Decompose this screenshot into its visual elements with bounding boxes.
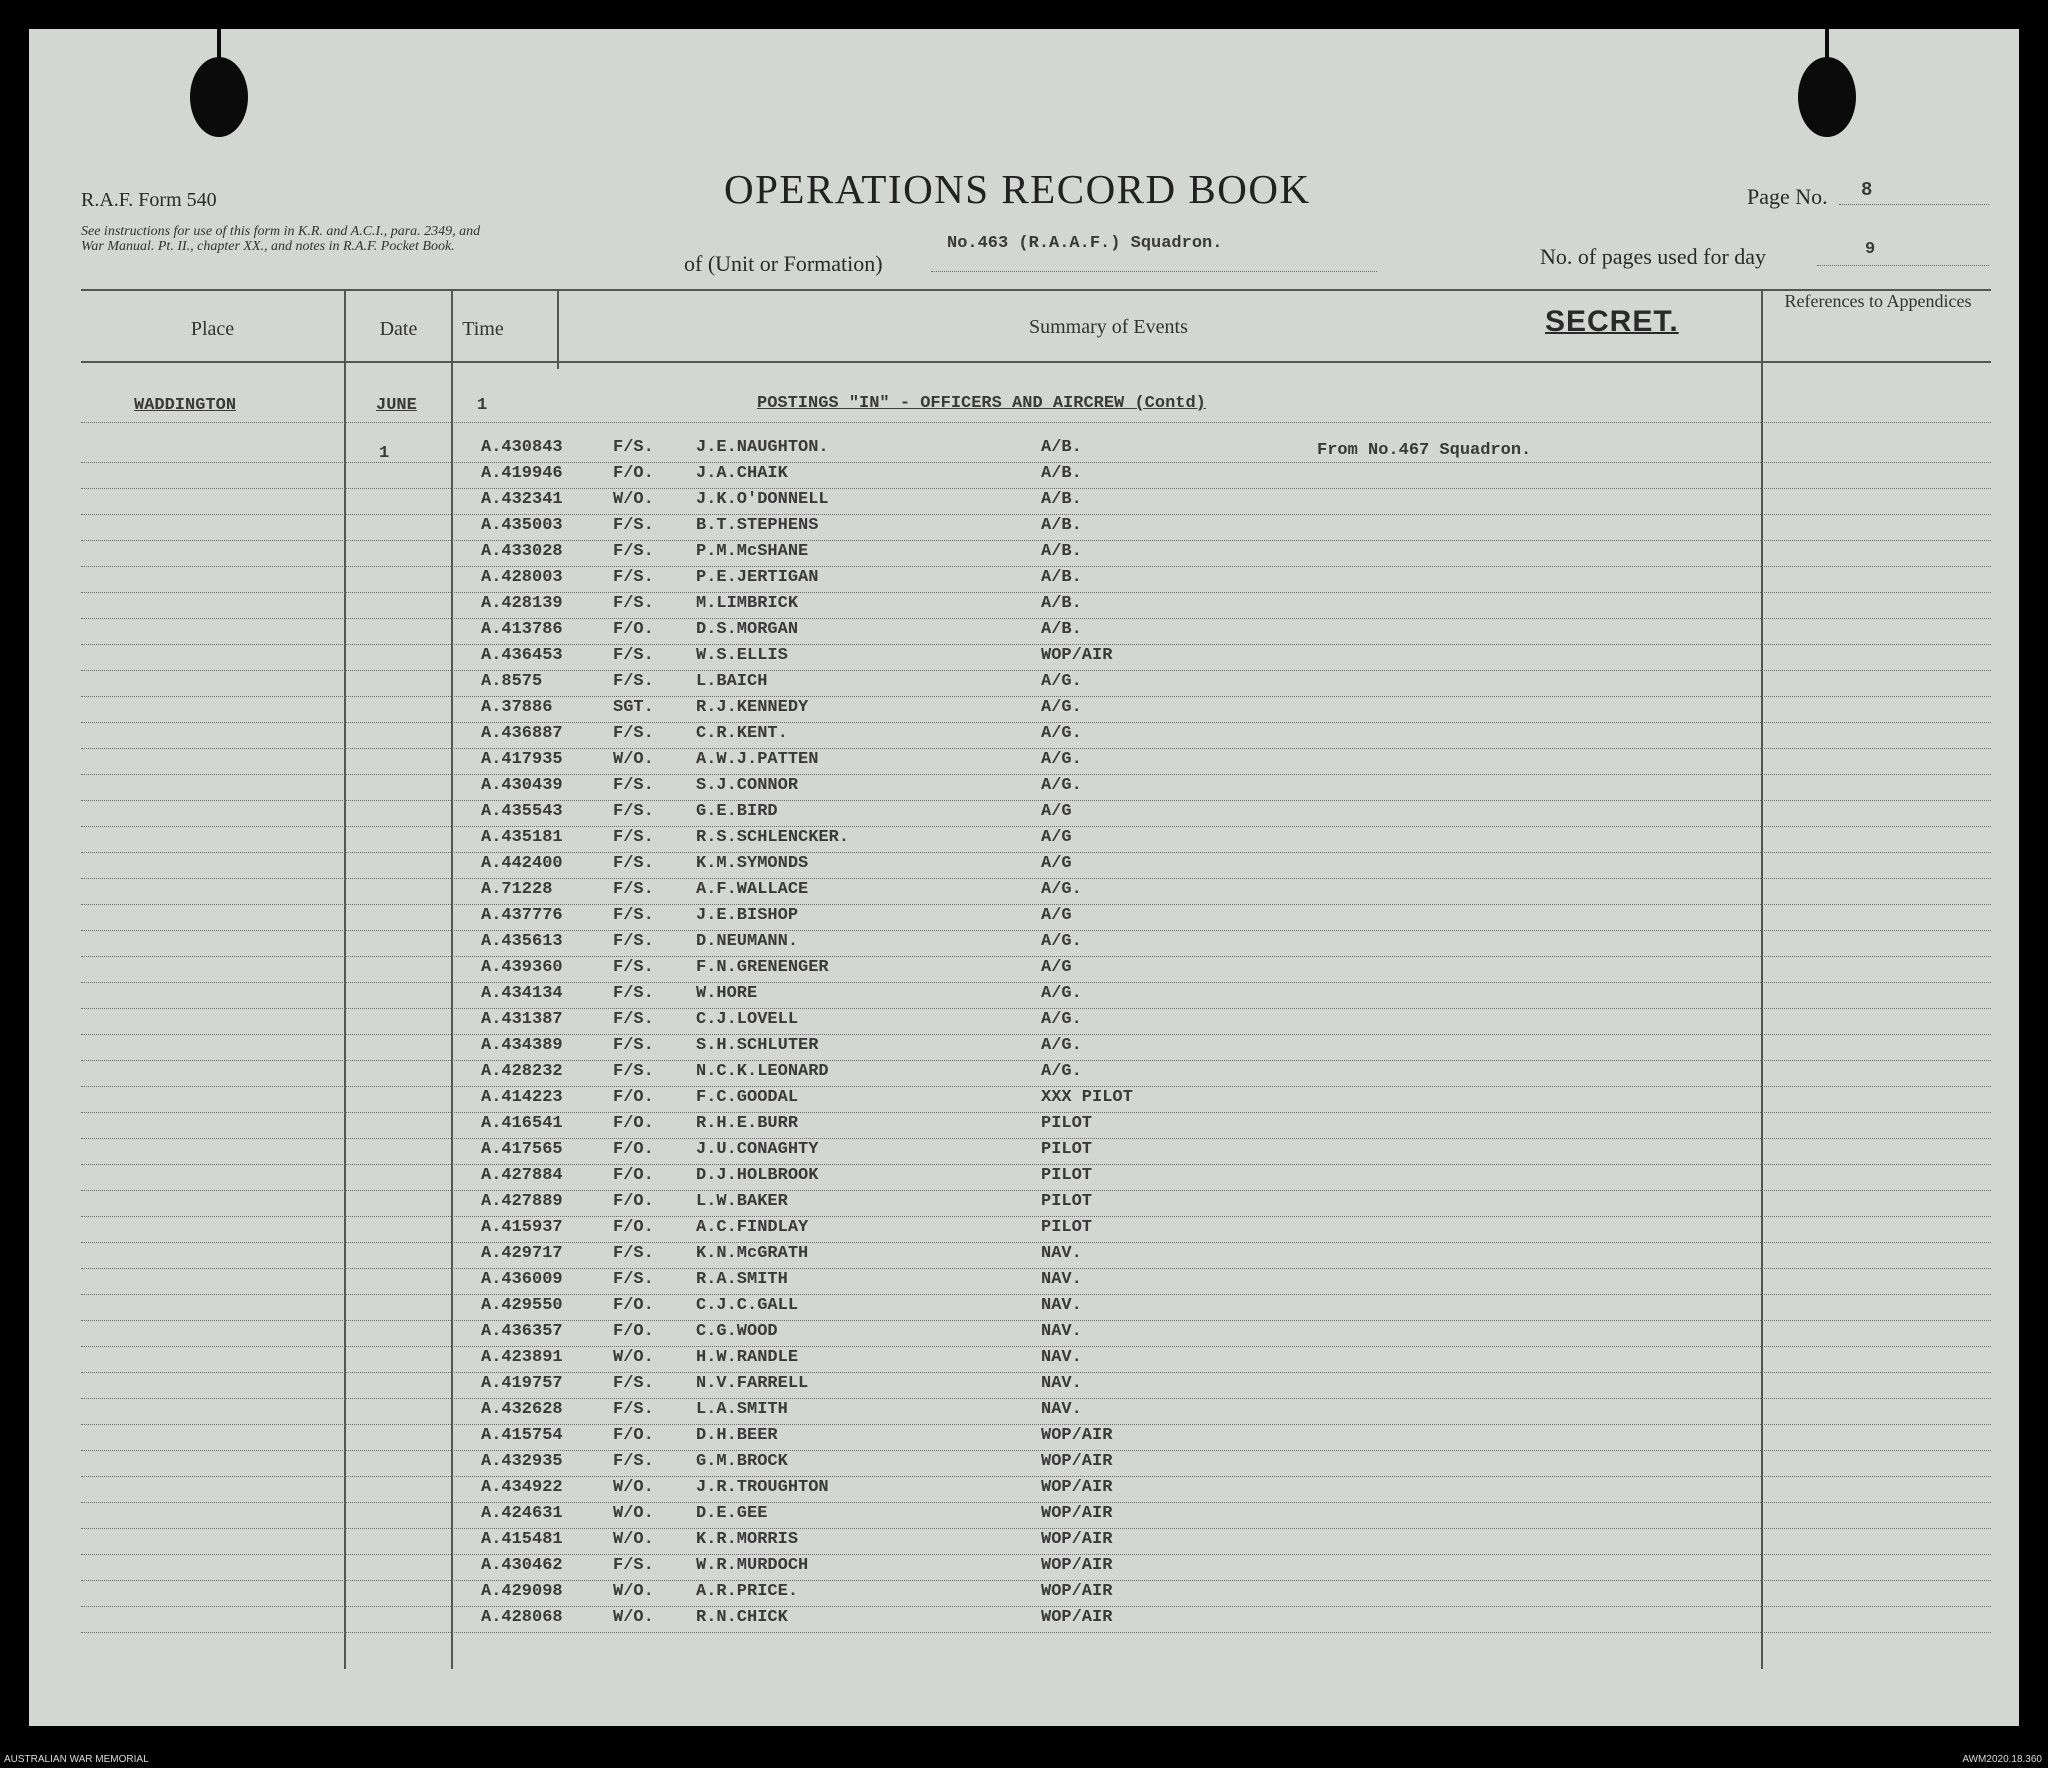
list-item: [29, 1295, 1991, 1321]
aircrew-role: A/B.: [1041, 594, 1082, 613]
aircrew-role: A/G.: [1041, 750, 1082, 769]
rank: F/O.: [613, 1166, 654, 1185]
aircrew-role: WOP/AIR: [1041, 1452, 1113, 1471]
list-item: [29, 879, 1991, 905]
list-item: [29, 1243, 1991, 1269]
service-number: A.415937: [481, 1218, 563, 1237]
person-name: B.T.STEPHENS: [696, 516, 819, 535]
rank: F/S.: [613, 542, 654, 561]
service-number: A.435181: [481, 828, 563, 847]
rank: W/O.: [613, 1478, 654, 1497]
rank: F/S.: [613, 1010, 654, 1029]
list-item: [29, 983, 1991, 1009]
classification-stamp: SECRET.: [1545, 305, 1679, 338]
service-number: A.428068: [481, 1608, 563, 1627]
rank: W/O.: [613, 1530, 654, 1549]
person-name: L.BAICH: [696, 672, 768, 691]
service-number: A.424631: [481, 1504, 563, 1523]
person-name: R.H.E.BURR: [696, 1114, 799, 1133]
aircrew-role: NAV.: [1041, 1348, 1082, 1367]
person-name: K.M.SYMONDS: [696, 854, 809, 873]
aircrew-role: A/G.: [1041, 984, 1082, 1003]
service-number: A.430439: [481, 776, 563, 795]
aircrew-role: NAV.: [1041, 1374, 1082, 1393]
aircrew-role: PILOT: [1041, 1166, 1093, 1185]
month-value: JUNE: [376, 396, 417, 415]
footer-credit: AUSTRALIAN WAR MEMORIAL: [4, 1754, 149, 1765]
aircrew-role: NAV.: [1041, 1322, 1082, 1341]
list-item: [29, 1477, 1991, 1503]
unit-label: of (Unit or Formation): [684, 251, 883, 276]
service-number: A.413786: [481, 620, 563, 639]
day-mark: 1: [477, 396, 488, 415]
list-item: [29, 1139, 1991, 1165]
aircrew-role: WOP/AIR: [1041, 1582, 1113, 1601]
list-item: [29, 463, 1991, 489]
service-number: A.427884: [481, 1166, 563, 1185]
rank: F/S.: [613, 854, 654, 873]
rank: F/S.: [613, 594, 654, 613]
person-name: A.C.FINDLAY: [696, 1218, 809, 1237]
rank: F/S.: [613, 1244, 654, 1263]
aircrew-role: XXX PILOT: [1041, 1088, 1133, 1107]
aircrew-role: A/G.: [1041, 1062, 1082, 1081]
person-name: D.S.MORGAN: [696, 620, 799, 639]
list-item: [29, 671, 1991, 697]
service-number: A.416541: [481, 1114, 563, 1133]
rank: F/S.: [613, 932, 654, 951]
day-value: 1: [379, 444, 390, 463]
column-header-time: Time: [462, 318, 504, 340]
aircrew-role: A/G: [1041, 802, 1072, 821]
person-name: W.S.ELLIS: [696, 646, 788, 665]
service-number: A.415481: [481, 1530, 563, 1549]
page-number-value: 8: [1861, 179, 1873, 201]
person-name: N.C.K.LEONARD: [696, 1062, 829, 1081]
service-number: A.432628: [481, 1400, 563, 1419]
service-number: A.436887: [481, 724, 563, 743]
list-item: [29, 957, 1991, 983]
person-name: A.F.WALLACE: [696, 880, 809, 899]
rank: F/O.: [613, 1114, 654, 1133]
rank: F/S.: [613, 1400, 654, 1419]
rank: F/O.: [613, 1296, 654, 1315]
column-header-date: Date: [379, 318, 418, 340]
person-name: L.W.BAKER: [696, 1192, 788, 1211]
list-item: [29, 593, 1991, 619]
rank: F/S.: [613, 906, 654, 925]
service-number: A.423891: [481, 1348, 563, 1367]
rank: F/S.: [613, 1374, 654, 1393]
rank: W/O.: [613, 1504, 654, 1523]
rank: F/O.: [613, 1426, 654, 1445]
list-item: [29, 1451, 1991, 1477]
rank: F/S.: [613, 516, 654, 535]
service-number: A.414223: [481, 1088, 563, 1107]
person-name: H.W.RANDLE: [696, 1348, 799, 1367]
aircrew-role: PILOT: [1041, 1140, 1093, 1159]
form-instructions: See instructions for use of this form in K.R. and A.C.I., para. 2349, and War Manual. Pt. II., chapter XX., and notes in R.A.F. Pocket Book.: [81, 224, 481, 254]
unit-value: No.463 (R.A.A.F.) Squadron.: [947, 234, 1223, 253]
rank: F/S.: [613, 568, 654, 587]
rank: F/S.: [613, 1036, 654, 1055]
service-number: A.435543: [481, 802, 563, 821]
service-number: A.435613: [481, 932, 563, 951]
rank: F/O.: [613, 1322, 654, 1341]
service-number: A.8575: [481, 672, 543, 691]
list-item: [29, 1035, 1991, 1061]
aircrew-role: A/G.: [1041, 724, 1082, 743]
service-number: A.435003: [481, 516, 563, 535]
column-header-references: References to Appendices: [1784, 291, 1972, 311]
aircrew-role: A/G: [1041, 906, 1072, 925]
list-item: [29, 1113, 1991, 1139]
person-name: R.S.SCHLENCKER.: [696, 828, 850, 847]
list-item: [29, 437, 1991, 463]
person-name: R.A.SMITH: [696, 1270, 788, 1289]
rank: F/S.: [613, 646, 654, 665]
service-number: A.430843: [481, 438, 563, 457]
rank: F/S.: [613, 802, 654, 821]
service-number: A.436009: [481, 1270, 563, 1289]
list-item: [29, 1009, 1991, 1035]
service-number: A.436357: [481, 1322, 563, 1341]
person-name: F.C.GOODAL: [696, 1088, 799, 1107]
aircrew-role: PILOT: [1041, 1192, 1093, 1211]
rank: F/O.: [613, 1140, 654, 1159]
rank: F/S.: [613, 1556, 654, 1575]
aircrew-role: A/B.: [1041, 516, 1082, 535]
rank: F/S.: [613, 880, 654, 899]
person-name: A.W.J.PATTEN: [696, 750, 819, 769]
aircrew-role: A/G.: [1041, 1036, 1082, 1055]
person-name: N.V.FARRELL: [696, 1374, 809, 1393]
list-item: [29, 541, 1991, 567]
person-name: C.G.WOOD: [696, 1322, 778, 1341]
rank: W/O.: [613, 750, 654, 769]
place-value: WADDINGTON: [134, 396, 237, 415]
aircrew-role: A/B.: [1041, 542, 1082, 561]
aircrew-role: A/G.: [1041, 932, 1082, 951]
person-name: D.NEUMANN.: [696, 932, 799, 951]
aircrew-role: NAV.: [1041, 1270, 1082, 1289]
service-number: A.415754: [481, 1426, 563, 1445]
aircrew-role: WOP/AIR: [1041, 646, 1113, 665]
service-number: A.431387: [481, 1010, 563, 1029]
service-number: A.433028: [481, 542, 563, 561]
person-name: K.N.McGRATH: [696, 1244, 809, 1263]
list-item: [29, 645, 1991, 671]
service-number: A.430462: [481, 1556, 563, 1575]
service-number: A.37886: [481, 698, 553, 717]
transfer-remark: From No.467 Squadron.: [1317, 441, 1532, 460]
list-item: [29, 1529, 1991, 1555]
list-item: [29, 1425, 1991, 1451]
aircrew-role: A/G: [1041, 828, 1072, 847]
list-item: [29, 775, 1991, 801]
service-number: A.437776: [481, 906, 563, 925]
rank: F/O.: [613, 464, 654, 483]
rank: W/O.: [613, 1582, 654, 1601]
aircrew-role: A/B.: [1041, 490, 1082, 509]
service-number: A.442400: [481, 854, 563, 873]
aircrew-role: A/G.: [1041, 672, 1082, 691]
rank: SGT.: [613, 698, 654, 717]
aircrew-role: A/G.: [1041, 776, 1082, 795]
service-number: A.428232: [481, 1062, 563, 1081]
service-number: A.419757: [481, 1374, 563, 1393]
aircrew-role: NAV.: [1041, 1296, 1082, 1315]
pages-used-label: No. of pages used for day: [1540, 244, 1767, 269]
list-item: [29, 1581, 1991, 1607]
list-item: [29, 1321, 1991, 1347]
person-name: C.J.C.GALL: [696, 1296, 799, 1315]
list-item: [29, 697, 1991, 723]
list-item: [29, 1347, 1991, 1373]
aircrew-role: A/B.: [1041, 438, 1082, 457]
service-number: A.434134: [481, 984, 563, 1003]
service-number: A.417565: [481, 1140, 563, 1159]
person-name: A.R.PRICE.: [696, 1582, 799, 1601]
rank: F/S.: [613, 984, 654, 1003]
aircrew-role: A/B.: [1041, 620, 1082, 639]
rank: F/O.: [613, 1088, 654, 1107]
list-item: [29, 1087, 1991, 1113]
rank: F/O.: [613, 1218, 654, 1237]
rank: W/O.: [613, 1348, 654, 1367]
list-item: [29, 801, 1991, 827]
list-item: [29, 619, 1991, 645]
service-number: A.439360: [481, 958, 563, 977]
aircrew-role: PILOT: [1041, 1114, 1093, 1133]
service-number: A.429717: [481, 1244, 563, 1263]
person-name: P.E.JERTIGAN: [696, 568, 819, 587]
person-name: D.H.BEER: [696, 1426, 778, 1445]
binder-hole-right: [1798, 57, 1856, 137]
service-number: A.428003: [481, 568, 563, 587]
aircrew-role: A/B.: [1041, 568, 1082, 587]
service-number: A.429098: [481, 1582, 563, 1601]
person-name: G.E.BIRD: [696, 802, 778, 821]
list-item: [29, 931, 1991, 957]
list-item: [29, 905, 1991, 931]
aircrew-role: WOP/AIR: [1041, 1478, 1113, 1497]
person-name: R.N.CHICK: [696, 1608, 788, 1627]
aircrew-role: A/G: [1041, 958, 1072, 977]
rank: F/S.: [613, 1270, 654, 1289]
rank: W/O.: [613, 1608, 654, 1627]
service-number: A.419946: [481, 464, 563, 483]
person-name: J.E.BISHOP: [696, 906, 799, 925]
list-item: [29, 1217, 1991, 1243]
rank: F/S.: [613, 776, 654, 795]
person-name: G.M.BROCK: [696, 1452, 788, 1471]
person-name: D.E.GEE: [696, 1504, 768, 1523]
aircrew-role: A/G: [1041, 854, 1072, 873]
record-sheet: [29, 29, 2019, 1726]
person-name: C.J.LOVELL: [696, 1010, 799, 1029]
service-number: A.434922: [481, 1478, 563, 1497]
person-name: C.R.KENT.: [696, 724, 788, 743]
list-item: [29, 1165, 1991, 1191]
form-number: R.A.F. Form 540: [81, 189, 217, 211]
person-name: M.LIMBRICK: [696, 594, 799, 613]
person-name: J.A.CHAIK: [696, 464, 788, 483]
rank: F/S.: [613, 672, 654, 691]
person-name: J.E.NAUGHTON.: [696, 438, 829, 457]
list-item: [29, 1373, 1991, 1399]
rank: F/O.: [613, 1192, 654, 1211]
rank: W/O.: [613, 490, 654, 509]
aircrew-role: NAV.: [1041, 1400, 1082, 1419]
list-item: [29, 853, 1991, 879]
list-item: [29, 1503, 1991, 1529]
person-name: P.M.McSHANE: [696, 542, 809, 561]
footer-accession: AWM2020.18.360: [1962, 1754, 2042, 1765]
service-number: A.432341: [481, 490, 563, 509]
list-item: [29, 1399, 1991, 1425]
page-number-label: Page No.: [1747, 184, 1828, 209]
list-item: [29, 515, 1991, 541]
rank: F/O.: [613, 620, 654, 639]
aircrew-role: WOP/AIR: [1041, 1530, 1113, 1549]
rank: F/S.: [613, 724, 654, 743]
aircrew-role: NAV.: [1041, 1244, 1082, 1263]
list-item: [29, 1191, 1991, 1217]
aircrew-role: PILOT: [1041, 1218, 1093, 1237]
list-item: [29, 1269, 1991, 1295]
pages-used-value: 9: [1865, 240, 1876, 259]
list-item: [29, 567, 1991, 593]
list-item: [29, 1061, 1991, 1087]
person-name: D.J.HOLBROOK: [696, 1166, 819, 1185]
list-item: [29, 1555, 1991, 1581]
person-name: F.N.GRENENGER: [696, 958, 829, 977]
aircrew-role: WOP/AIR: [1041, 1556, 1113, 1575]
list-item: [29, 489, 1991, 515]
list-item: [29, 749, 1991, 775]
person-name: K.R.MORRIS: [696, 1530, 799, 1549]
rank: F/S.: [613, 828, 654, 847]
page-title: OPERATIONS RECORD BOOK: [724, 166, 1311, 212]
service-number: A.434389: [481, 1036, 563, 1055]
column-header-summary: Summary of Events: [1029, 316, 1188, 338]
rank: F/S.: [613, 1452, 654, 1471]
person-name: J.R.TROUGHTON: [696, 1478, 829, 1497]
service-number: A.429550: [481, 1296, 563, 1315]
service-number: A.428139: [481, 594, 563, 613]
service-number: A.417935: [481, 750, 563, 769]
person-name: W.HORE: [696, 984, 758, 1003]
rank: F/S.: [613, 1062, 654, 1081]
aircrew-role: A/G.: [1041, 880, 1082, 899]
aircrew-role: A/B.: [1041, 464, 1082, 483]
list-item: [29, 723, 1991, 749]
rank: F/S.: [613, 958, 654, 977]
person-name: L.A.SMITH: [696, 1400, 788, 1419]
service-number: A.71228: [481, 880, 553, 899]
person-name: S.J.CONNOR: [696, 776, 799, 795]
aircrew-role: WOP/AIR: [1041, 1426, 1113, 1445]
column-header-place: Place: [190, 318, 235, 340]
person-name: S.H.SCHLUTER: [696, 1036, 819, 1055]
aircrew-role: WOP/AIR: [1041, 1504, 1113, 1523]
section-heading: POSTINGS "IN" - OFFICERS AND AIRCREW (Contd): [757, 394, 1206, 413]
list-item: [29, 827, 1991, 853]
person-name: R.J.KENNEDY: [696, 698, 809, 717]
person-name: W.R.MURDOCH: [696, 1556, 809, 1575]
list-item: [29, 1607, 1991, 1633]
person-name: J.K.O'DONNELL: [696, 490, 829, 509]
person-name: J.U.CONAGHTY: [696, 1140, 819, 1159]
service-number: A.427889: [481, 1192, 563, 1211]
aircrew-role: WOP/AIR: [1041, 1608, 1113, 1627]
rank: F/S.: [613, 438, 654, 457]
aircrew-role: A/G.: [1041, 1010, 1082, 1029]
service-number: A.436453: [481, 646, 563, 665]
binder-hole-left: [190, 57, 248, 137]
aircrew-role: A/G.: [1041, 698, 1082, 717]
service-number: A.432935: [481, 1452, 563, 1471]
